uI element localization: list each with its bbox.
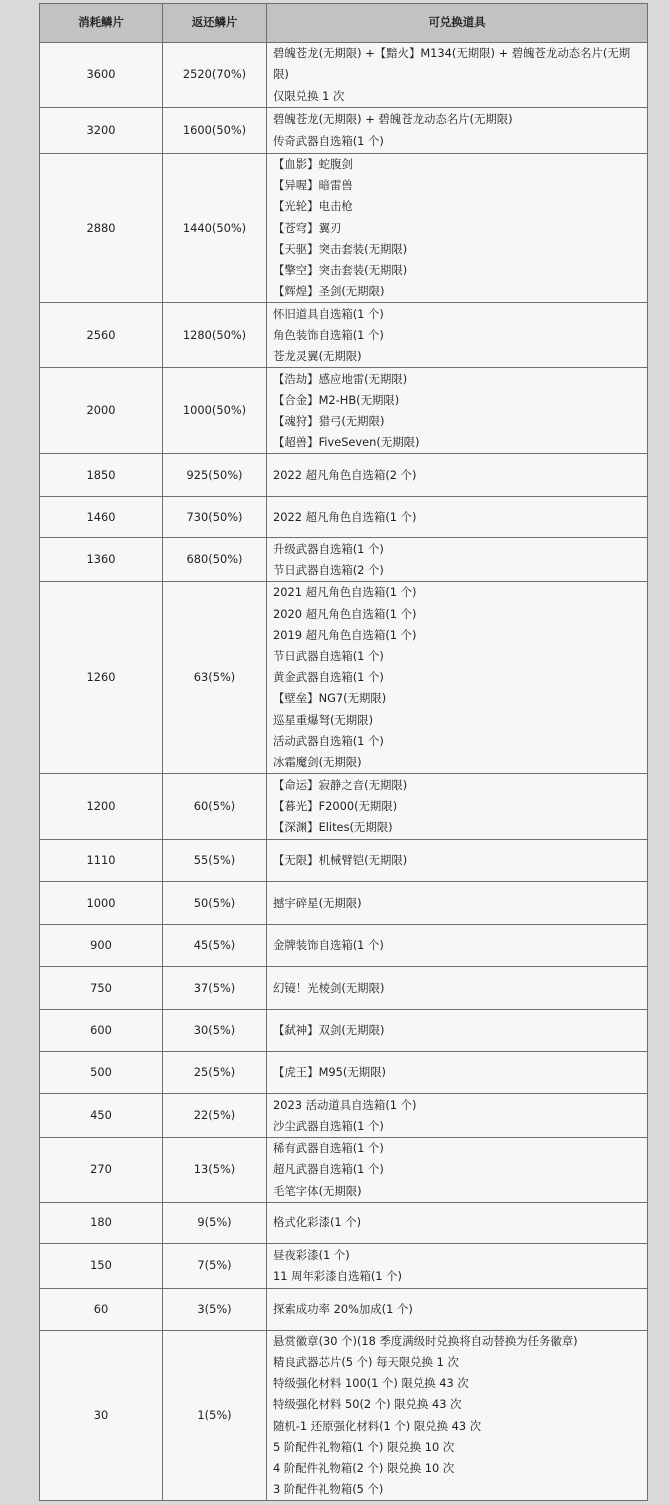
item-line: 【无限】机械臂铠(无期限)	[273, 853, 408, 868]
item-line: 活动武器自选箱(1 个)	[273, 733, 384, 748]
table-row	[40, 368, 648, 454]
item-line: 2020 超凡角色自选箱(1 个)	[273, 606, 417, 621]
refund-cell: 1440(50%)	[163, 154, 267, 303]
items-cell	[267, 538, 648, 582]
header-refund: 返还鳞片	[163, 4, 267, 43]
table-row	[40, 925, 648, 967]
items-cell	[267, 454, 648, 497]
exchange-table	[39, 3, 648, 1501]
cost-cell: 180	[40, 1202, 163, 1243]
table-row	[40, 497, 648, 538]
item-line: 【魂狩】猎弓(无期限)	[273, 413, 385, 428]
item-line: 【擎空】突击套装(无期限)	[273, 263, 408, 278]
items-cell	[267, 840, 648, 882]
items-cell	[267, 774, 648, 840]
table-row	[40, 1052, 648, 1094]
item-line: 【光轮】电击枪	[273, 199, 353, 214]
table-row	[40, 1010, 648, 1052]
cost-cell: 750	[40, 967, 163, 1010]
table-row	[40, 1330, 648, 1501]
item-line: 碧魄苍龙(无期限) + 碧魄苍龙动态名片(无期限)	[273, 112, 513, 127]
table-row	[40, 454, 648, 497]
items-cell	[267, 1202, 648, 1243]
refund-cell: 1280(50%)	[163, 303, 267, 368]
cost-cell: 1360	[40, 538, 163, 582]
item-line: 随机-1 还原强化材料(1 个) 限兑换 43 次	[273, 1418, 482, 1433]
items-cell	[267, 1330, 648, 1501]
items-cell	[267, 1288, 648, 1330]
items-cell	[267, 368, 648, 454]
refund-cell: 680(50%)	[163, 538, 267, 582]
item-line: 2021 超凡角色自选箱(1 个)	[273, 585, 417, 600]
cost-cell: 450	[40, 1094, 163, 1138]
cost-cell: 600	[40, 1010, 163, 1052]
item-line: 探索成功率 20%加成(1 个)	[273, 1301, 413, 1316]
item-line: 撼宇碎星(无期限)	[273, 895, 362, 910]
refund-cell: 730(50%)	[163, 497, 267, 538]
item-line: 稀有武器自选箱(1 个)	[273, 1141, 384, 1156]
refund-cell: 9(5%)	[163, 1202, 267, 1243]
table-row	[40, 1243, 648, 1288]
item-line: 黄金武器自选箱(1 个)	[273, 670, 384, 685]
item-line: 金牌装饰自选箱(1 个)	[273, 938, 384, 953]
items-cell	[267, 1094, 648, 1138]
table-row	[40, 774, 648, 840]
item-line: 【异喔】暗雷兽	[273, 178, 353, 193]
item-line: 节日武器自选箱(1 个)	[273, 649, 384, 664]
item-line: 碧魄苍龙(无期限) +【黯火】M134(无期限) + 碧魄苍龙动态名片(无期限)	[273, 46, 631, 82]
cost-cell: 1200	[40, 774, 163, 840]
item-line: 精良武器芯片(5 个) 每天限兑换 1 次	[273, 1355, 459, 1370]
header-items: 可兑换道具	[267, 4, 648, 43]
item-line: 【辉煌】圣剑(无期限)	[273, 284, 385, 299]
table-row	[40, 1138, 648, 1203]
cost-cell: 1110	[40, 840, 163, 882]
item-line: 节日武器自选箱(2 个)	[273, 562, 384, 577]
item-line: 格式化彩漆(1 个)	[273, 1215, 362, 1230]
item-line: 角色装饰自选箱(1 个)	[273, 327, 384, 342]
item-line: 2023 活动道具自选箱(1 个)	[273, 1097, 417, 1112]
table-row	[40, 882, 648, 925]
cost-cell: 2000	[40, 368, 163, 454]
item-line: 升级武器自选箱(1 个)	[273, 541, 384, 556]
items-cell	[267, 882, 648, 925]
item-line: 幻镜！光棱剑(无期限)	[273, 980, 385, 995]
refund-cell: 1(5%)	[163, 1330, 267, 1501]
table-row	[40, 43, 648, 108]
item-line: 【浩劫】感应地雷(无期限)	[273, 371, 408, 386]
refund-cell: 60(5%)	[163, 774, 267, 840]
cost-cell: 500	[40, 1052, 163, 1094]
item-line: 2022 超凡角色自选箱(1 个)	[273, 509, 417, 524]
table-row	[40, 840, 648, 882]
items-cell	[267, 925, 648, 967]
header-cost: 消耗鳞片	[40, 4, 163, 43]
item-line: 沙尘武器自选箱(1 个)	[273, 1118, 384, 1133]
items-cell	[267, 1052, 648, 1094]
table-row	[40, 303, 648, 368]
item-line: 4 阶配件礼物箱(2 个) 限兑换 10 次	[273, 1461, 455, 1476]
items-cell	[267, 1243, 648, 1288]
cost-cell: 1850	[40, 454, 163, 497]
item-line: 苍龙灵翼(无期限)	[273, 349, 362, 364]
refund-cell: 3(5%)	[163, 1288, 267, 1330]
refund-cell: 1000(50%)	[163, 368, 267, 454]
items-cell	[267, 582, 648, 774]
refund-cell: 2520(70%)	[163, 43, 267, 108]
refund-cell: 55(5%)	[163, 840, 267, 882]
cost-cell: 1260	[40, 582, 163, 774]
table-row	[40, 1288, 648, 1330]
cost-cell: 30	[40, 1330, 163, 1501]
item-line: 冰霜魔剑(无期限)	[273, 755, 362, 770]
cost-cell: 3200	[40, 108, 163, 154]
item-line: 【虎王】M95(无期限)	[273, 1065, 386, 1080]
item-line: 【血影】蛇腹剑	[273, 157, 353, 171]
item-line: 2022 超凡角色自选箱(2 个)	[273, 467, 417, 482]
table-row	[40, 538, 648, 582]
table-row	[40, 154, 648, 303]
items-cell	[267, 497, 648, 538]
refund-cell: 25(5%)	[163, 1052, 267, 1094]
item-line: 毛笔字体(无期限)	[273, 1183, 362, 1198]
cost-cell: 900	[40, 925, 163, 967]
cost-cell: 1000	[40, 882, 163, 925]
item-line: 5 阶配件礼物箱(1 个) 限兑换 10 次	[273, 1439, 455, 1454]
item-line: 超凡武器自选箱(1 个)	[273, 1162, 384, 1177]
item-line: 特级强化材料 50(2 个) 限兑换 43 次	[273, 1397, 462, 1412]
item-line: 悬赏徽章(30 个)(18 季度满级时兑换将自动替换为任务徽章)	[273, 1333, 578, 1348]
header-row	[40, 4, 648, 43]
item-line: 3 阶配件礼物箱(5 个)	[273, 1482, 384, 1497]
item-line: 【弑神】双剑(无期限)	[273, 1023, 385, 1038]
table-body	[40, 43, 648, 1501]
item-line: 11 周年彩漆自选箱(1 个)	[273, 1268, 402, 1283]
item-line: 【超兽】FiveSeven(无期限)	[273, 435, 420, 450]
items-cell	[267, 967, 648, 1010]
table-row	[40, 582, 648, 774]
cost-cell: 2560	[40, 303, 163, 368]
refund-cell: 37(5%)	[163, 967, 267, 1010]
item-line: 【命运】寂静之音(无期限)	[273, 777, 408, 792]
item-line: 传奇武器自选箱(1 个)	[273, 133, 384, 148]
items-cell	[267, 1138, 648, 1203]
table-row	[40, 108, 648, 154]
refund-cell: 50(5%)	[163, 882, 267, 925]
item-line: 【天驱】突击套装(无期限)	[273, 241, 408, 256]
item-line: 【深渊】Elites(无期限)	[273, 820, 393, 835]
refund-cell: 22(5%)	[163, 1094, 267, 1138]
cost-cell: 60	[40, 1288, 163, 1330]
item-line: 特级强化材料 100(1 个) 限兑换 43 次	[273, 1376, 469, 1391]
refund-cell: 13(5%)	[163, 1138, 267, 1203]
item-line: 【苍穹】翼刃	[273, 220, 342, 235]
item-line: 【暮光】F2000(无期限)	[273, 799, 398, 814]
item-line: 巡星重爆弩(无期限)	[273, 712, 374, 727]
item-line: 【合金】M2-HB(无期限)	[273, 392, 400, 407]
cost-cell: 150	[40, 1243, 163, 1288]
cost-cell: 270	[40, 1138, 163, 1203]
refund-cell: 1600(50%)	[163, 108, 267, 154]
item-line: 【壁垒】NG7(无期限)	[273, 691, 387, 706]
cost-cell: 1460	[40, 497, 163, 538]
refund-cell: 925(50%)	[163, 454, 267, 497]
table-row	[40, 1094, 648, 1138]
cost-cell: 2880	[40, 154, 163, 303]
cost-cell: 3600	[40, 43, 163, 108]
table-row	[40, 967, 648, 1010]
item-line: 怀旧道具自选箱(1 个)	[273, 306, 384, 321]
refund-cell: 63(5%)	[163, 582, 267, 774]
refund-cell: 7(5%)	[163, 1243, 267, 1288]
refund-cell: 45(5%)	[163, 925, 267, 967]
items-cell	[267, 303, 648, 368]
item-line: 仅限兑换 1 次	[273, 88, 345, 103]
refund-cell: 30(5%)	[163, 1010, 267, 1052]
items-cell	[267, 43, 648, 108]
items-cell	[267, 108, 648, 154]
items-cell	[267, 154, 648, 303]
items-cell	[267, 1010, 648, 1052]
table-row	[40, 1202, 648, 1243]
item-line: 昼夜彩漆(1 个)	[273, 1247, 350, 1262]
item-line: 2019 超凡角色自选箱(1 个)	[273, 627, 417, 642]
